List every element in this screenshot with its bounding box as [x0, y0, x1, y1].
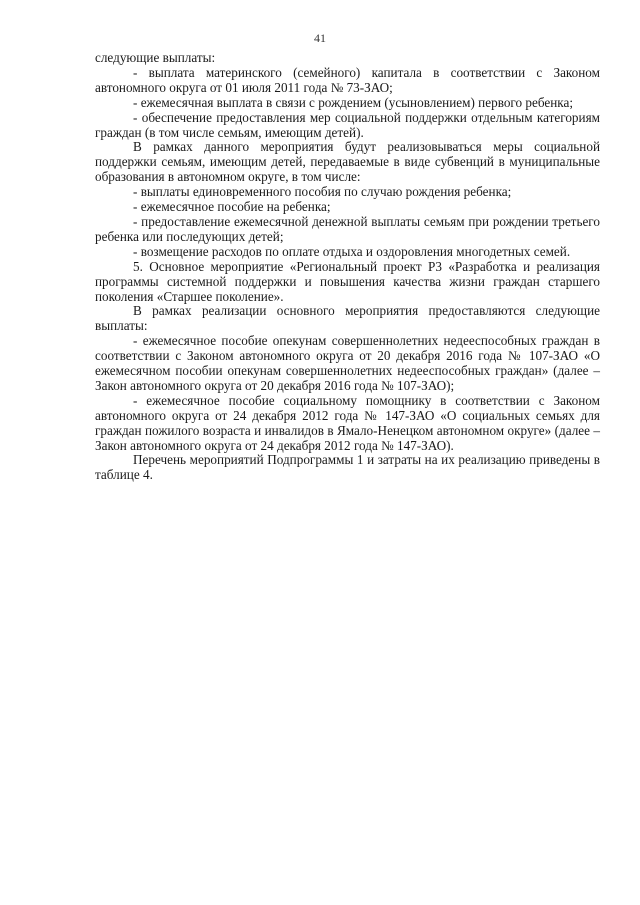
list-item: - выплата материнского (семейного) капитала в соответствии с Законом автономного округа от 01 июля 2011 года № 73-ЗАО; — [95, 64, 600, 95]
page-number: 41 — [314, 31, 326, 45]
list-item: - ежемесячная выплата в связи с рождением (усыновлением) первого ребенка; — [133, 94, 574, 110]
list-item: - обеспечение предоставления мер социальной поддержки отдельным категориям граждан (в том числе семьям, имеющим детей). — [95, 109, 600, 140]
paragraph: следующие выплаты: — [95, 50, 216, 65]
list-item: - ежемесячное пособие на ребенка; — [133, 199, 331, 215]
list-item: - возмещение расходов по оплате отдыха и оздоровления многодетных семей. — [133, 243, 571, 259]
paragraph: Перечень мероприятий Подпрограммы 1 и затраты на их реализацию приведены в таблице 4. — [95, 452, 600, 483]
list-item: - ежемесячное пособие опекунам совершеннолетних недееспособных граждан в соответствии с Законом автономного округа от 20 декабря 2016 года № 107-ЗАО «О ежемесячном пособии опекунам совершеннолетних недееспособных граждан» (далее – Закон автономного округа от 20 декабря 2016 года № 107-ЗАО); — [95, 333, 600, 393]
paragraph: В рамках реализации основного мероприятия предоставляются следующие выплаты: — [95, 303, 600, 334]
list-item: - ежемесячное пособие социальному помощнику в соответствии с Законом автономного округа от 24 декабря 2012 года № 147-ЗАО «О социальных семьях для граждан пожилого возраста и инвалидов в Ямало-Ненецком автономном округе» (далее – Закон автономного округа от 24 декабря 2012 года № 147-ЗАО). — [95, 392, 600, 453]
section-heading-paragraph: 5. Основное мероприятие «Региональный проект Р3 «Разработка и реализация программы системной поддержки и повышения качества жизни граждан старшего поколения «Старшее поколение». — [95, 258, 600, 304]
document-body — [95, 51, 600, 483]
list-item: - предоставление ежемесячной денежной выплаты семьям при рождении третьего ребенка или последующих детей; — [95, 213, 600, 244]
paragraph: В рамках данного мероприятия будут реализовываться меры социальной поддержки семьям, имеющим детей, передаваемые в виде субвенций в муниципальные образования в автономном округе, в том числе: — [95, 139, 600, 185]
list-item: - выплаты единовременного пособия по случаю рождения ребенка; — [133, 184, 512, 200]
